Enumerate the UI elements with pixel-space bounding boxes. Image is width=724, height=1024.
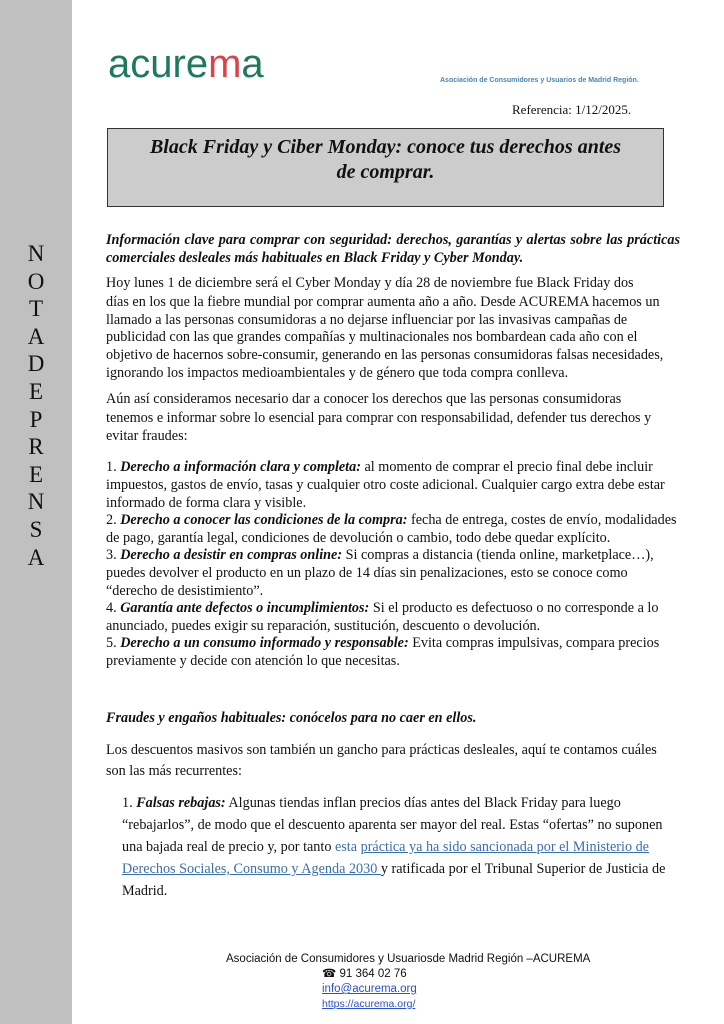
org-subtitle: Asociación de Consumidores y Usuarios de Madrid Región. — [440, 77, 639, 84]
logo-text-part2: m — [208, 42, 242, 86]
item-number: 1. — [122, 795, 137, 812]
sidebar-letter: E — [28, 378, 44, 404]
sidebar-letter: A — [27, 544, 45, 570]
logo-text-part1: acure — [108, 42, 209, 86]
item-title: Derecho a desistir en compras online: — [120, 547, 343, 564]
intro2-paragraph — [106, 389, 680, 445]
item-number: 1. — [106, 459, 121, 476]
frauds-section — [106, 710, 680, 902]
list-item — [106, 635, 680, 670]
list-item — [106, 512, 680, 547]
item-title: Derecho a información clara y completa: — [120, 459, 361, 476]
item-text: fecha de entrega, costes de envío, modalidades de pago, garantía legal, condiciones de devolución o cambio, todo debe quedar explícito. — [106, 512, 677, 546]
item-text: Algunas tiendas inflan precios días antes del Black Friday para luego “rebajarlos”, de modo que el descuento aparenta ser mayor del real. Estas “ofertas” no suponen una bajada real de precio y, por tanto — [122, 795, 663, 856]
intro-rest: días en los que la fiebre mundial por comprar aumenta año a año. Desde ACUREMA hacemos un llamado a las personas consumidoras a no dejarse influenciar por las invasivas campañas de publicidad con las que grandes compañías y multinacionales nos bombardean cada año con el objetivo de hacernos sobre-consumir, generando en las personas consumidoras falsas necesidades, ignorando los impactos medioambientales y de género que toda compra conlleva. — [106, 294, 664, 381]
item-text: Evita compras impulsivas, compara precios previamente y decide con atención lo que necesitas. — [106, 635, 660, 669]
frauds-heading: Fraudes y engaños habituales: conócelos para no caer en ellos. — [106, 710, 477, 727]
sidebar-letter: S — [29, 516, 43, 542]
item-title: Garantía ante defectos o incumplimientos: — [120, 600, 370, 617]
item-text: Si compras a distancia (tienda online, marketplace…), puedes devolver el producto en un plazo de 14 días sin penalizaciones, esto se conoce como “derecho de desistimiento”. — [106, 547, 654, 599]
sidebar-letter: T — [28, 296, 44, 322]
item-title: Derecho a conocer las condiciones de la compra: — [120, 512, 408, 529]
item-title: Falsas rebajas: — [136, 795, 226, 812]
intro-first-line: Hoy lunes 1 de diciembre será el Cyber Monday y día 28 de noviembre fue Black Friday dos — [106, 275, 634, 292]
sidebar-letter: A — [27, 323, 45, 349]
intro-paragraph — [106, 273, 680, 382]
intro2-rest: tenemos e informar sobre lo esencial para comprar con responsabilidad, defender tus derechos y evitar fraudes: — [106, 410, 652, 444]
title-box — [107, 128, 664, 207]
sidebar-letter: N — [27, 489, 45, 515]
item-text-after: y ratificada por el Tribunal Superior de Justicia de Madrid. — [122, 861, 666, 900]
item-text: Si el producto es defectuoso o no corresponde a lo anunciado, puedes exigir su reparación, sustitución, descuento o devolución. — [106, 600, 659, 634]
frauds-list — [106, 792, 680, 902]
footer-email-link[interactable]: info@acurema.org — [322, 983, 417, 995]
list-item — [106, 600, 680, 635]
footer-phone: ☎ 91 364 02 76 — [322, 968, 407, 980]
item-title: Derecho a un consumo informado y responsable: — [120, 635, 409, 652]
list-item — [106, 547, 680, 600]
footer-org-name: Asociación de Consumidores y Usuariosde Madrid Región –ACUREMA — [226, 953, 591, 965]
sidebar-letter: R — [28, 434, 44, 460]
sidebar-letter: E — [28, 461, 44, 487]
acurema-logo — [108, 42, 264, 86]
link-prefix: esta — [334, 839, 361, 856]
logo-text-part3: a — [241, 42, 264, 86]
item-number: 4. — [106, 600, 121, 617]
lead-paragraph: Información clave para comprar con seguridad: derechos, garantías y alertas sobre las prácticas comerciales desleales más habituales en Black Friday y Cyber Monday. — [106, 232, 680, 266]
sidebar-letter: O — [27, 268, 45, 294]
page-title: Black Friday y Ciber Monday: conoce tus derechos antes de comprar. — [149, 136, 622, 183]
sidebar-letter: D — [27, 351, 45, 377]
sanction-link[interactable]: práctica ya ha sido sancionada por el Ministerio de Derechos Sociales, Consumo y Agenda 2030 — [122, 839, 649, 878]
item-number: 5. — [106, 635, 121, 652]
document-body — [106, 232, 680, 902]
frauds-intro: Los descuentos masivos son también un gancho para prácticas desleales, aquí te contamos cuáles son las más recurrentes: — [106, 742, 657, 780]
sidebar-letter: P — [29, 406, 43, 432]
item-text: al momento de comprar el precio final debe incluir impuestos, gastos de envío, tasas y cualquier otro coste adicional. Cualquier cargo extra debe estar informado de forma clara y visible. — [106, 459, 665, 511]
item-number: 3. — [106, 547, 121, 564]
sidebar-band — [0, 0, 72, 1024]
footer-website-link[interactable]: https://acurema.org/ — [322, 998, 416, 1010]
vertical-label-nota-de-prensa — [0, 240, 72, 571]
intro2-first-line: Aún así consideramos necesario dar a conocer los derechos que las personas consumidoras — [106, 391, 622, 408]
list-item — [122, 792, 680, 902]
item-number: 2. — [106, 512, 121, 529]
sidebar-letter: N — [27, 241, 45, 266]
list-item — [106, 459, 680, 512]
reference-date: Referencia: 1/12/2025. — [512, 102, 632, 117]
rights-list — [106, 459, 680, 670]
